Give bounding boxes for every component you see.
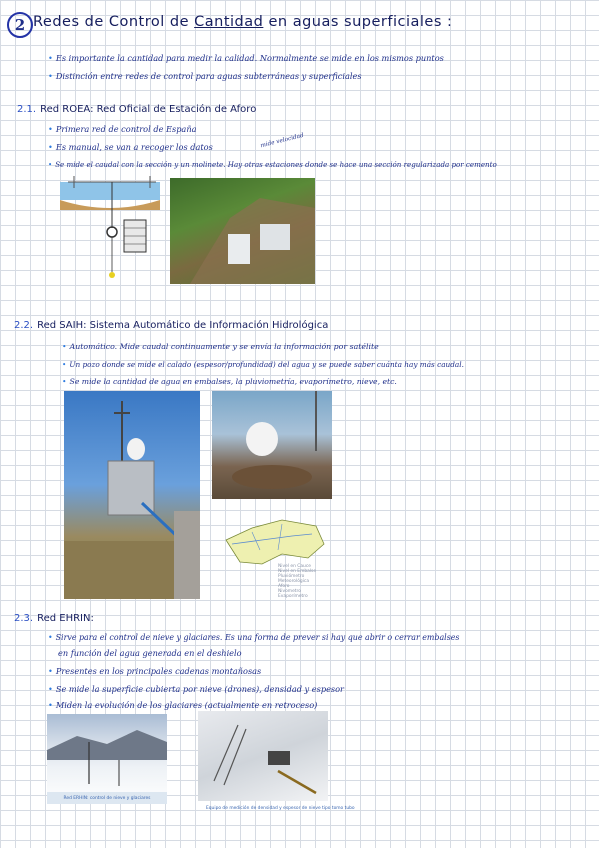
s22-bullet: • Un pozo donde se mide el calado (espesor/profundidad) del agua y se puede saber cuánta hay más caudal. bbox=[62, 360, 464, 369]
s22-bullet: • Se mide la cantidad de agua en embalses, la pluviometría, evaporímetro, nieve, etc. bbox=[62, 377, 397, 386]
legend-entry: Nivel en Cauce bbox=[278, 564, 311, 569]
section-title: Red SAIH: Sistema Automático de Información Hidrológica bbox=[37, 320, 329, 331]
legend-entry: Nivel en Embalse bbox=[278, 569, 317, 574]
map-legend bbox=[278, 564, 316, 599]
title-part: Control de bbox=[108, 14, 195, 30]
bullet-text: Se mide la superficie cubierta por nieve (drones), densidad y espesor bbox=[55, 684, 344, 694]
gauging-channel-photo bbox=[170, 178, 315, 284]
s23-bullet-continuation: en función del agua generada en el deshielo bbox=[58, 648, 242, 658]
section-title: Red EHRIN: bbox=[37, 613, 94, 624]
saih-dish-photo bbox=[212, 391, 332, 499]
photo-caption: Red ERHIN: control de nieve y glaciares bbox=[63, 795, 151, 801]
s22-bullet: • Automático. Mide caudal continuamente y se envía la información por satélite bbox=[62, 342, 379, 351]
bullet-text: Presentes en los principales cadenas montañosas bbox=[55, 666, 262, 676]
bullet-text: Distinción entre redes de control para aguas subterráneas y superficiales bbox=[55, 71, 362, 81]
bullet-text: Sirve para el control de nieve y glaciares. Es una forma de prever si hay que abrir o cerrar embalses bbox=[55, 633, 460, 642]
saih-station-photo bbox=[64, 391, 200, 599]
ehrin-snow-tube-photo bbox=[198, 711, 328, 801]
legend-entry: Nivometro bbox=[278, 589, 301, 594]
title-part: en aguas superficiales : bbox=[263, 14, 453, 30]
title-underlined-part: Cantidad bbox=[194, 14, 264, 30]
bullet-text: Se mide el caudal con la sección y un molinete. Hay otras estaciones donde se hace una sección regularizada por cemento bbox=[55, 160, 497, 169]
s21-bullet: • Primera red de control de España bbox=[48, 124, 197, 134]
bullet-text: Primera red de control de España bbox=[55, 124, 197, 134]
legend-entry: Pluviómetro bbox=[278, 574, 305, 579]
saih-network-map bbox=[212, 510, 332, 600]
s21-bullet: • Se mide el caudal con la sección y un molinete. Hay otras estaciones donde se hace una sección regularizada por cemento bbox=[48, 160, 497, 169]
section-heading-2-3 bbox=[14, 613, 94, 624]
s21-bullet: • Es manual, se van a recoger los datos bbox=[48, 142, 213, 152]
section-number: 2.3. bbox=[14, 613, 34, 624]
bullet-text: Es manual, se van a recoger los datos bbox=[55, 142, 213, 152]
bullet-text: Un pozo donde se mide el calado (espesor/profundidad) del agua y se puede saber cuánta hay más caudal. bbox=[69, 360, 464, 369]
intro-bullet: • Distinción entre redes de control para aguas subterráneas y superficiales bbox=[48, 71, 362, 81]
bullet-text: Se mide la cantidad de agua en embalses, la pluviometría, evaporímetro, nieve, etc. bbox=[69, 377, 397, 386]
section-number: 2.1. bbox=[17, 104, 37, 115]
page-title bbox=[33, 14, 452, 30]
title-part: Redes de bbox=[33, 14, 109, 30]
section-number-badge: 2 bbox=[7, 12, 33, 38]
section-heading-2-2 bbox=[14, 320, 328, 331]
ehrin-snow-station-photo bbox=[47, 714, 167, 804]
s23-bullet: • Se mide la superficie cubierta por nieve (drones), densidad y espesor bbox=[48, 684, 344, 694]
section-number: 2.2. bbox=[14, 320, 34, 331]
photo-caption: Equipo de medición de densidad y espesor de nieve tipo tomo tubo bbox=[206, 806, 355, 811]
s23-bullet: • Presentes en los principales cadenas montañosas bbox=[48, 666, 262, 676]
gauging-station-diagram bbox=[60, 176, 160, 281]
s23-bullet: • Sirve para el control de nieve y glaciares. Es una forma de prever si hay que abrir o cerrar embalses bbox=[48, 633, 460, 642]
bullet-text: Automático. Mide caudal continuamente y se envía la información por satélite bbox=[69, 342, 379, 351]
section-title: Red ROEA: Red Oficial de Estación de Aforo bbox=[40, 104, 257, 115]
bullet-text: Es importante la cantidad para medir la calidad. Normalmente se mide en los mismos puntos bbox=[55, 53, 444, 63]
s23-bullet: • Miden la evolución de los glaciares (actualmente en retroceso) bbox=[48, 700, 318, 710]
legend-entry: Evaporímetro bbox=[278, 594, 308, 599]
margin-note: mide velocidad bbox=[259, 132, 305, 150]
bullet-text: Miden la evolución de los glaciares (actualmente en retroceso) bbox=[55, 700, 318, 710]
legend-entry: Meteorológica bbox=[278, 579, 310, 584]
section-heading-2-1 bbox=[17, 104, 256, 115]
legend-entry: Aforo bbox=[278, 584, 290, 589]
intro-bullet: • Es importante la cantidad para medir la calidad. Normalmente se mide en los mismos puntos bbox=[48, 53, 444, 63]
